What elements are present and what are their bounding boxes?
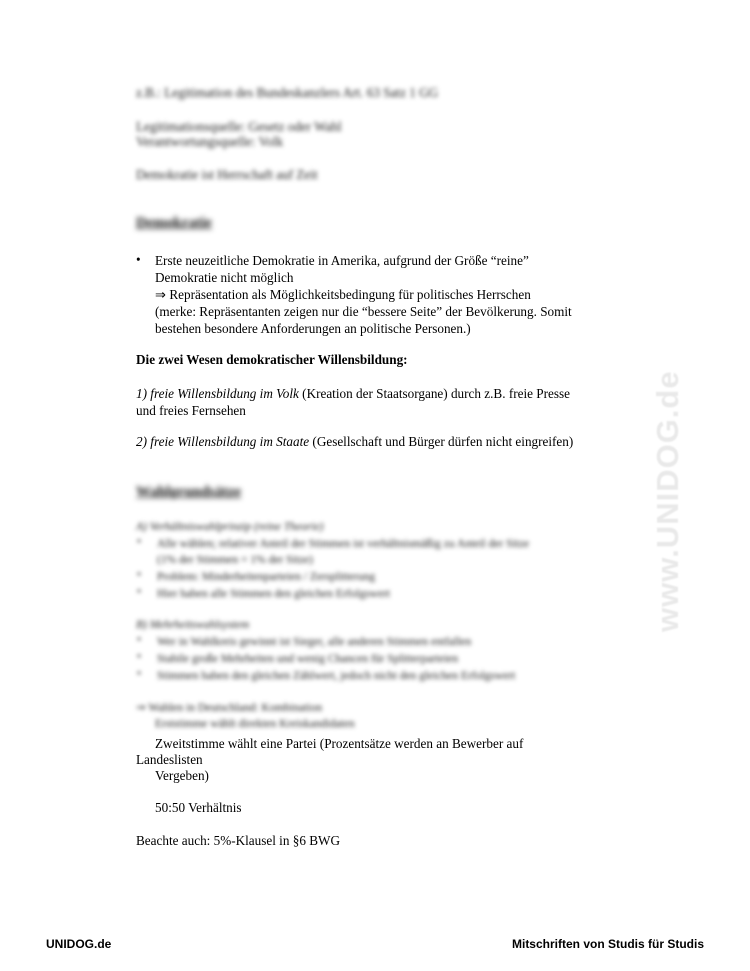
bullet-text-line: (merke: Repräsentanten zeigen nur die “bessere Seite” der Bevölkerung. Somit (155, 304, 572, 319)
bullet-marker: • (137, 569, 142, 581)
blurred-line: Demokratie ist Herrschaft auf Zeit (136, 167, 318, 182)
point-1-rest: (Kreation der Staatsorgane) durch z.B. freie Presse (298, 386, 570, 401)
bullet-text-line: bestehen besondere Anforderungen an politische Personen.) (155, 321, 471, 336)
bullet-text-line: Erste neuzeitliche Demokratie in Amerika, aufgrund der Größe “reine” (155, 253, 529, 268)
point-1-italic: 1) freie Willensbildung im Volk (136, 386, 299, 401)
point-1-continued: und freies Fernsehen (136, 403, 246, 418)
blurred-line: A) Verhältniswahlprinzip (reine Theorie) (136, 521, 324, 533)
note-line: Beachte auch: 5%-Klausel in §6 BWG (136, 833, 340, 848)
blurred-line: Hier haben alle Stimmen den gleichen Erfolgswert (157, 588, 391, 600)
point-2 (136, 433, 573, 450)
watermark (648, 372, 688, 632)
blurred-line: Problem: Minderheitenparteien / Zersplitterung (157, 571, 376, 583)
closing-line: Landeslisten (136, 752, 203, 767)
point-2-italic: 2) freie Willensbildung im Staate (136, 434, 310, 449)
footer-right: Mitschriften von Studis für Studis (511, 937, 704, 951)
blurred-line: ⇒ Wahlen in Deutschland: Kombination (136, 702, 323, 714)
bullet-marker: • (137, 634, 142, 646)
blurred-line: Verantwortungsquelle: Volk (136, 134, 284, 149)
blurred-line: Stimmen haben den gleichen Zählwert, jedoch nicht den gleichen Erfolgswert (157, 670, 516, 682)
bullet-text-line: ⇒ Repräsentation als Möglichkeitsbedingung für politisches Herrschen (155, 287, 531, 302)
bullet-marker: • (137, 586, 142, 598)
bullet-marker: • (137, 668, 142, 680)
bullet-marker: • (137, 536, 142, 548)
blurred-line: B) Mehrheitswahlsystem (136, 619, 250, 631)
ratio-line: 50:50 Verhältnis (155, 800, 242, 815)
point-2-rest: (Gesellschaft und Bürger dürfen nicht eingreifen) (309, 434, 574, 449)
bullet-text-line: Demokratie nicht möglich (155, 270, 294, 285)
section-heading-wahlgrundsaetze: Wahlgrundsätze (136, 484, 242, 500)
bullet-marker: • (136, 252, 141, 267)
blurred-line: Wer in Wahlkreis gewinnt ist Sieger, alle anderen Stimmen entfallen (157, 636, 472, 648)
bullet-marker: • (137, 651, 142, 663)
closing-line: Vergeben) (155, 768, 209, 783)
section-heading-demokratie: Demokratie (136, 215, 212, 231)
subheading-willensbildung: Die zwei Wesen demokratischer Willensbildung: (136, 352, 408, 367)
closing-line: Zweitstimme wählt eine Partei (Prozentsätze werden an Bewerber auf (155, 736, 524, 751)
blurred-line: Legitimationsquelle: Gesetz oder Wahl (136, 119, 342, 134)
point-1 (136, 385, 570, 402)
blurred-line: z.B.: Legitimation des Bundeskanzlers Art. 63 Satz 1 GG (136, 85, 439, 100)
blurred-line: Stabile große Mehrheiten und wenig Chancen für Splitterparteien (157, 653, 459, 665)
blurred-line: Erststimme wählt direkten Kreiskandidaten (155, 718, 355, 730)
blurred-line: (1% der Stimmen = 1% der Sitze) (157, 554, 313, 566)
footer-left: UNIDOG.de (46, 937, 112, 951)
watermark-text: www.UNIDOG.de (650, 370, 685, 632)
blurred-line: Alle wählen; relativer Anteil der Stimmen ist verhältnismäßig zu Anteil der Sitze (157, 538, 530, 550)
